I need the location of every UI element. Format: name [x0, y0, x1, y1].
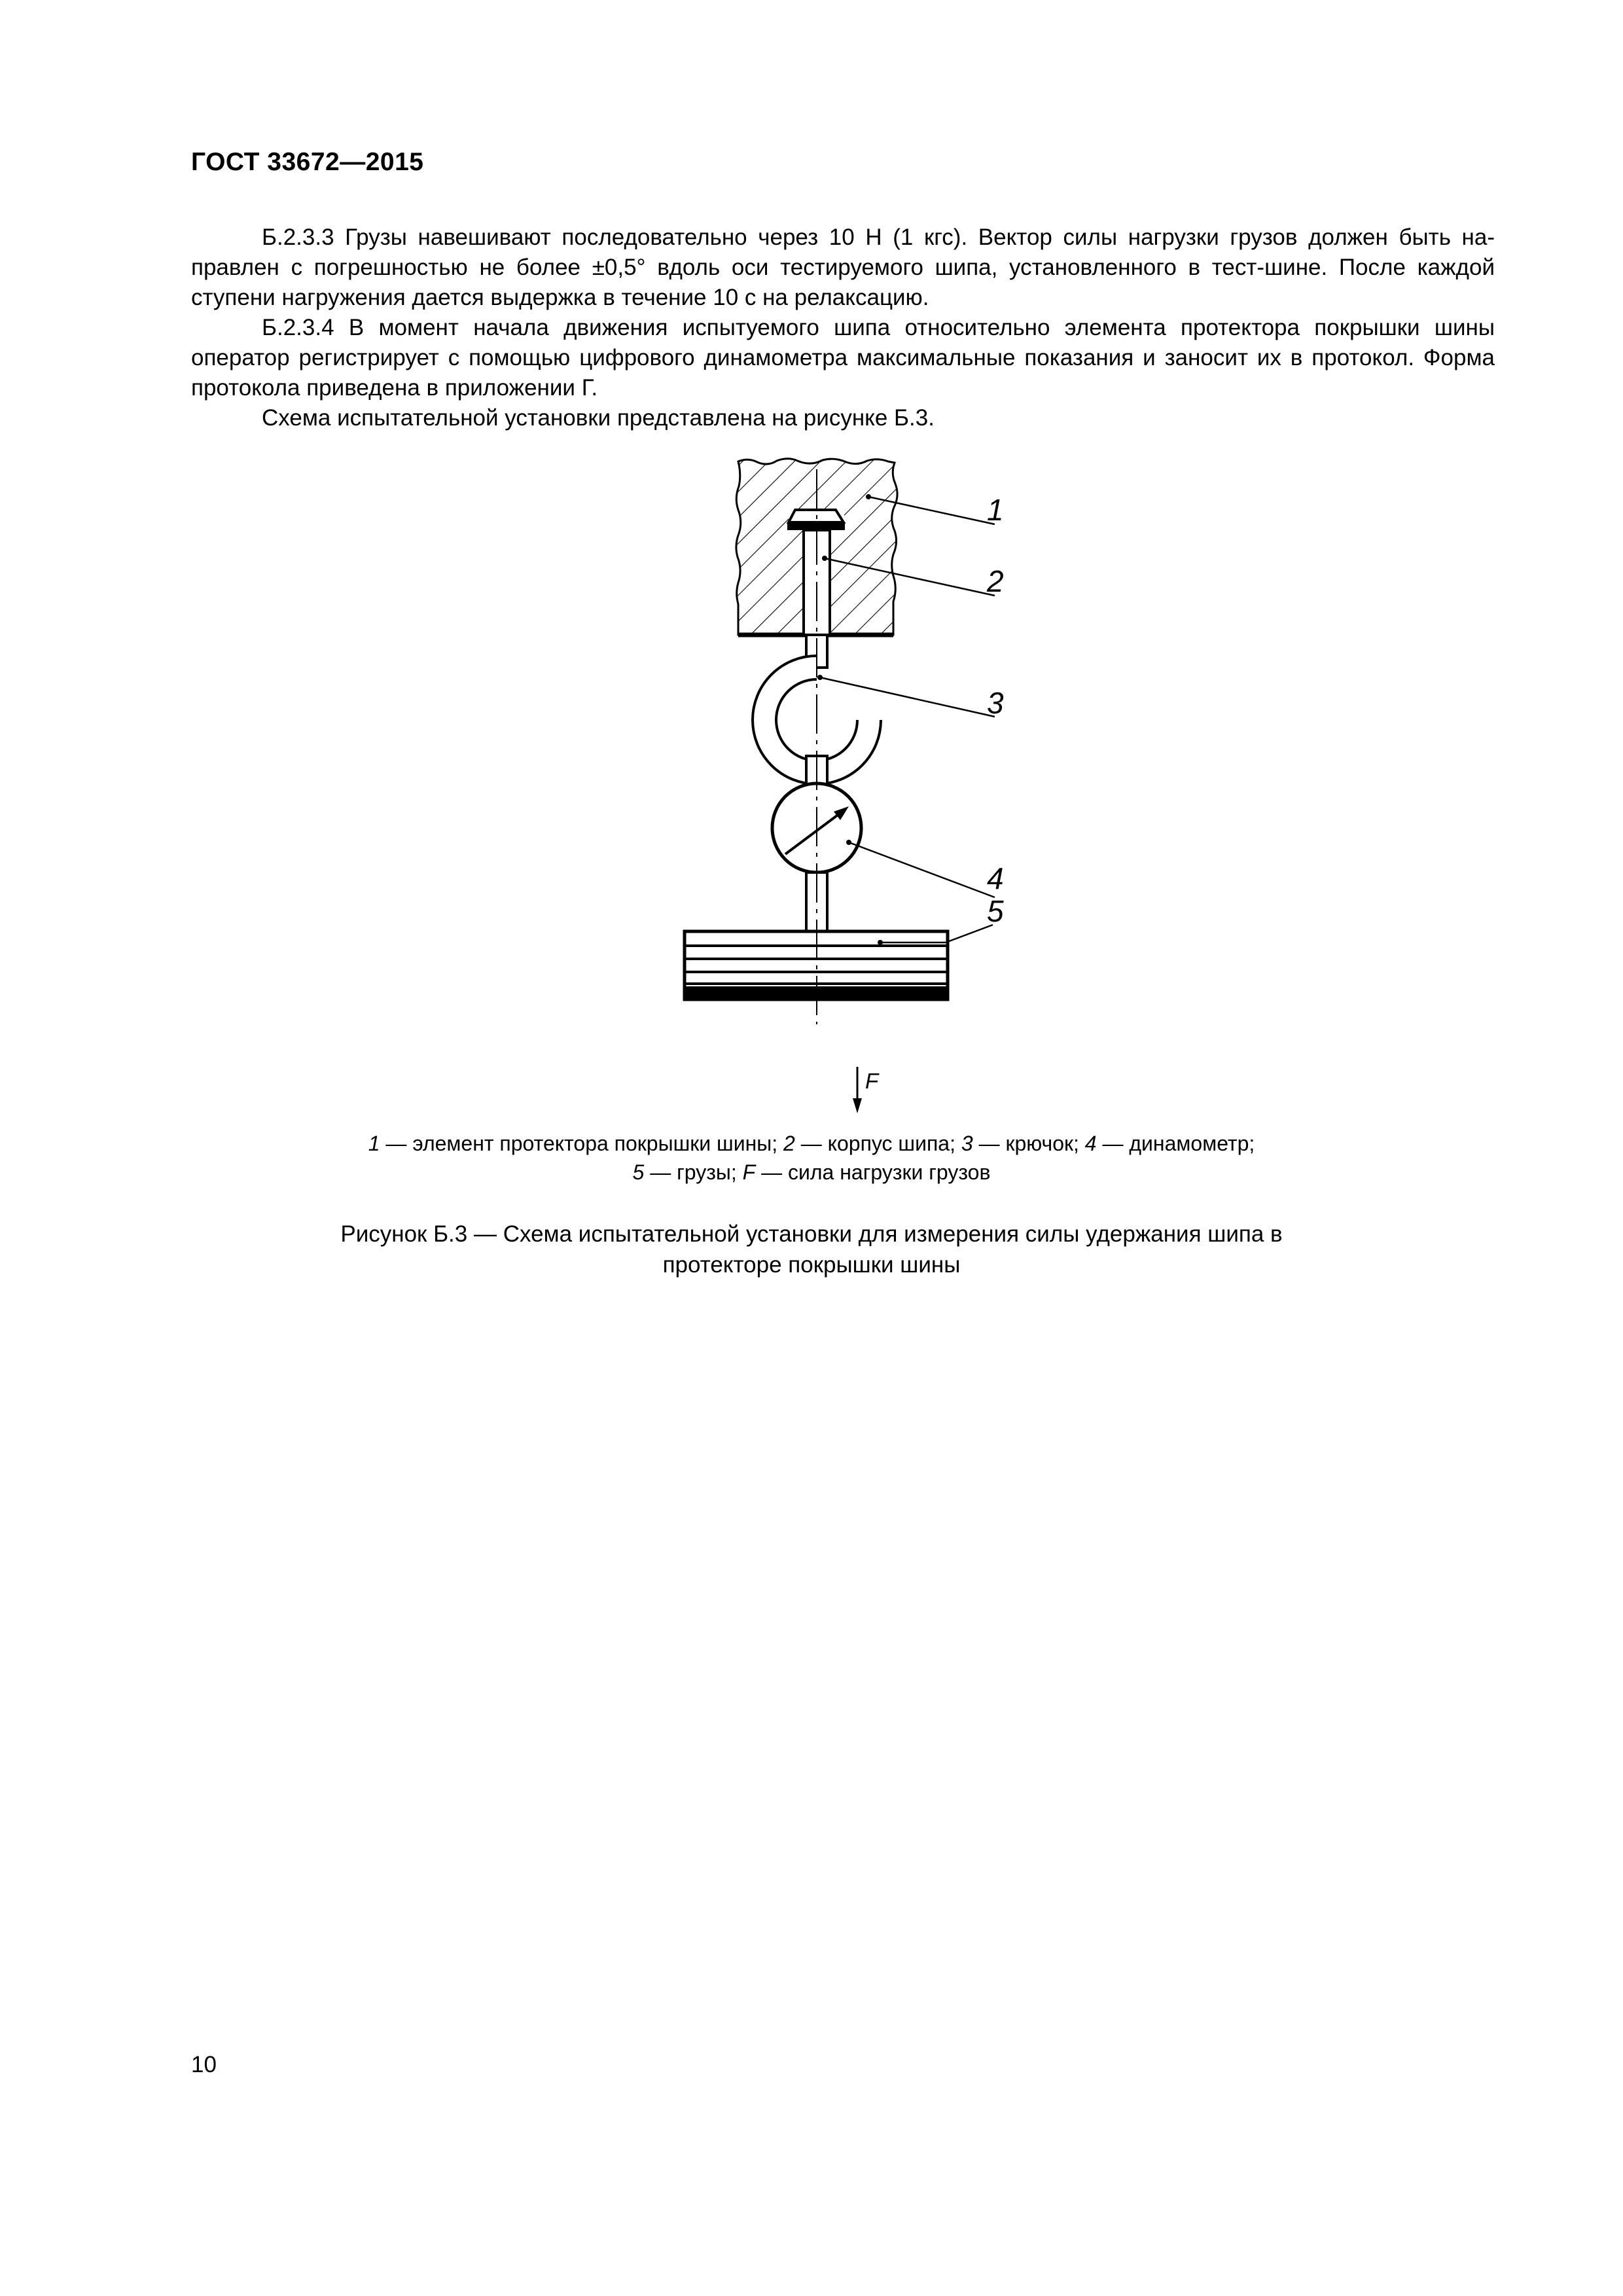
document-header: ГОСТ 33672—2015 [191, 148, 424, 176]
legend-num-5: 5 [632, 1160, 645, 1184]
callout-4: 4 [987, 861, 1004, 895]
legend-text-5: грузы; [677, 1160, 737, 1184]
legend-line-2: 5 — грузы; F — сила нагрузки грузов [632, 1160, 991, 1184]
figure-legend [262, 1129, 1361, 1187]
caption-line-1: Рисунок Б.3 — Схема испытательной установки для измерения силы удержания шипа в [340, 1221, 1283, 1247]
legend-num-2: 2 [783, 1132, 795, 1155]
paragraph-b234: Б.2.3.4 В момент начала движения испытуемого шипа относительно элемента протектора покрышки шины оператор регистрирует с помощью цифрового динамометра максимальные показания и заносит их в протокол. Форма протокола приведена в приложении Г. [191, 315, 1495, 401]
figure-caption [262, 1219, 1361, 1280]
callout-3: 3 [987, 686, 1004, 720]
legend-num-4: 4 [1084, 1132, 1097, 1155]
paragraph-b234-block [191, 313, 1495, 403]
paragraph-scheme-ref: Схема испытательной установки представлена на рисунке Б.3. [262, 405, 935, 431]
page-number: 10 [191, 2052, 217, 2077]
legend-num-1: 1 [368, 1132, 380, 1155]
legend-num-f: F [742, 1160, 756, 1184]
callout-2: 2 [987, 564, 1004, 598]
paragraph-b233: Б.2.3.3 Грузы навешивают последовательно через 10 Н (1 кгс). Вектор силы нагрузки грузов должен быть на-правлен с погрешностью не более ±0,5° вдоль оси тестируемого шипа, установленного в тест-шине. После каждой ступени нагружения дается выдержка в течение 10 с на релаксацию. [191, 224, 1495, 310]
paragraph-scheme-ref-block [191, 403, 1495, 433]
legend-text-4: динамометр; [1129, 1132, 1255, 1155]
force-arrow [853, 1067, 862, 1113]
callout-1: 1 [987, 493, 1004, 527]
test-setup-figure [671, 455, 1011, 1122]
caption-line-2: протекторе покрышки шины [662, 1252, 961, 1278]
test-setup-diagram [671, 455, 1011, 1122]
legend-text-f: сила нагрузки грузов [788, 1160, 991, 1184]
legend-num-3: 3 [961, 1132, 973, 1155]
paragraph-b233-block [191, 223, 1495, 313]
callout-5: 5 [987, 894, 1004, 928]
callout-leaders [820, 497, 995, 942]
legend-text-1: элемент протектора покрышки шины; [412, 1132, 778, 1155]
legend-line-1: 1 — элемент протектора покрышки шины; 2 — корпус шипа; 3 — крючок; 4 — динамометр; [368, 1132, 1255, 1155]
legend-text-2: корпус шипа; [827, 1132, 955, 1155]
legend-text-3: крючок; [1005, 1132, 1079, 1155]
force-label: F [865, 1069, 879, 1093]
